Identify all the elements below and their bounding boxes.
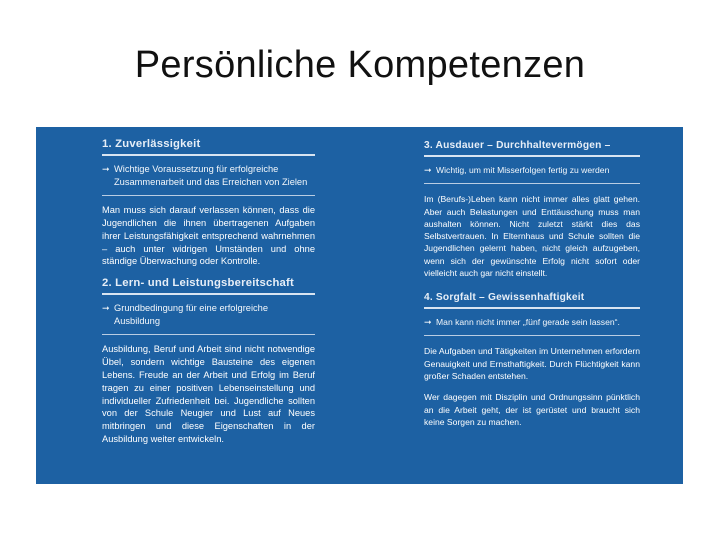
section-heading: 3. Ausdauer – Durchhaltevermögen – bbox=[424, 135, 640, 157]
section-body: Man muss sich darauf verlassen können, dass die Jugendlichen die ihnen übertragenen Aufgaben ihrer Leistungsfähigkeit entsprechend wahrnehmen – auch unter widrigen Umständen und ohne ständige Überwachung oder Kontrolle. bbox=[102, 205, 315, 267]
section-bullet bbox=[102, 302, 315, 335]
section-ausdauer bbox=[424, 135, 640, 279]
section-body: Im (Berufs-)Leben kann nicht immer alles glatt gehen. Aber auch Belastungen und Enttäuschung muss man aushalten können. Nicht zuletzt stärkt dies das Selbstvertrauen. In Elternhaus und Schule sollten die Jugendlichen gelernt haben, nicht gleich aufzugeben, wenn sich der gewünschte Erfolg nicht sofort oder vielleicht auch gar nicht einstellt. bbox=[424, 194, 640, 278]
bullet-text: Wichtige Voraussetzung für erfolgreiche Zusammenarbeit und das Erreichen von Zielen bbox=[114, 164, 308, 187]
section-sorgfalt bbox=[424, 287, 640, 428]
section-bullet bbox=[424, 164, 640, 184]
bullet-text: Grundbedingung für eine erfolgreiche Ausbildung bbox=[114, 303, 269, 326]
section-zuverlaessigkeit bbox=[102, 135, 315, 268]
section-body: Ausbildung, Beruf und Arbeit sind nicht notwendige Übel, sondern wichtige Bausteine des eigenen Lebens. Freude an der Arbeit und Erfolg im Beruf tragen zu einer positiven Lebenseinstellung und individueller Zufriedenheit bei. Jugendliche sollten von der Schule Neugier und Lust auf Neues mitbringen und diese Eigenschaften in der Ausbildung weiter entwickeln. bbox=[102, 344, 315, 444]
slide-title: Persönliche Kompetenzen bbox=[134, 44, 586, 86]
section-heading: 2. Lern- und Leistungsbereitschaft bbox=[102, 274, 315, 295]
content-panel bbox=[36, 127, 683, 484]
arrow-right-icon: ➞ bbox=[424, 165, 432, 175]
section-body: Die Aufgaben und Tätigkeiten im Unternehmen erfordern Genauigkeit und Ernsthaftigkeit. Durch Flüchtigkeit kann großer Schaden entstehen. bbox=[424, 346, 640, 382]
arrow-right-icon: ➞ bbox=[102, 164, 110, 174]
arrow-right-icon: ➞ bbox=[102, 303, 110, 314]
section-bullet bbox=[102, 163, 315, 196]
section-lernbereitschaft bbox=[102, 274, 315, 446]
section-bullet bbox=[424, 316, 640, 336]
arrow-right-icon: ➞ bbox=[424, 317, 432, 328]
bullet-text: Man kann nicht immer „fünf gerade sein lassen“. bbox=[436, 317, 620, 328]
section-heading: 4. Sorgfalt – Gewissenhaftigkeit bbox=[424, 287, 640, 309]
right-column bbox=[424, 135, 640, 436]
section-heading: 1. Zuverlässigkeit bbox=[102, 135, 315, 156]
section-body: Wer dagegen mit Disziplin und Ordnungssinn pünktlich an die Arbeit geht, der ist gerüstet und braucht sich keine Sorgen zu machen. bbox=[424, 392, 640, 427]
bullet-text: Wichtig, um mit Misserfolgen fertig zu werden bbox=[436, 165, 610, 175]
left-column bbox=[102, 135, 315, 452]
